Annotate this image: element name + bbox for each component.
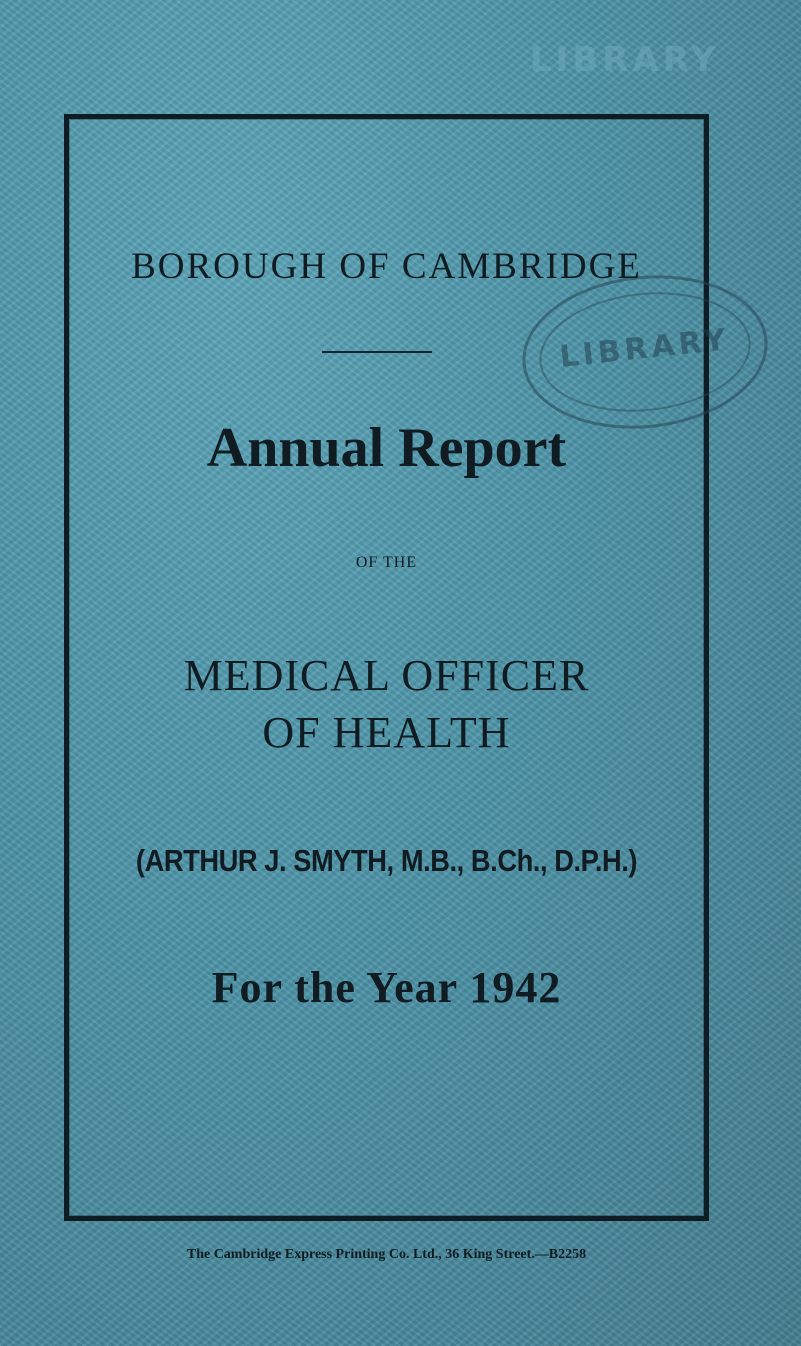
offset-library-stamp: LIBRARY	[530, 40, 720, 80]
borough-heading: BOROUGH OF CAMBRIDGE	[131, 246, 642, 287]
report-title: Annual Report	[206, 417, 567, 479]
divider-rule	[322, 351, 432, 353]
of-the-label: OF THE	[355, 554, 418, 571]
office-title-line-2: OF HEALTH	[262, 708, 511, 757]
author-credentials: (ARTHUR J. SMYTH, M.B., B.Ch., D.P.H.)	[135, 843, 638, 878]
printer-imprint: The Cambridge Express Printing Co. Ltd., 36 King Street.—B2258	[186, 1247, 587, 1262]
report-year: For the Year 1942	[211, 963, 562, 1012]
office-title-line-1: MEDICAL OFFICER	[183, 651, 590, 700]
library-stamp-text: LIBRARY	[557, 322, 732, 375]
